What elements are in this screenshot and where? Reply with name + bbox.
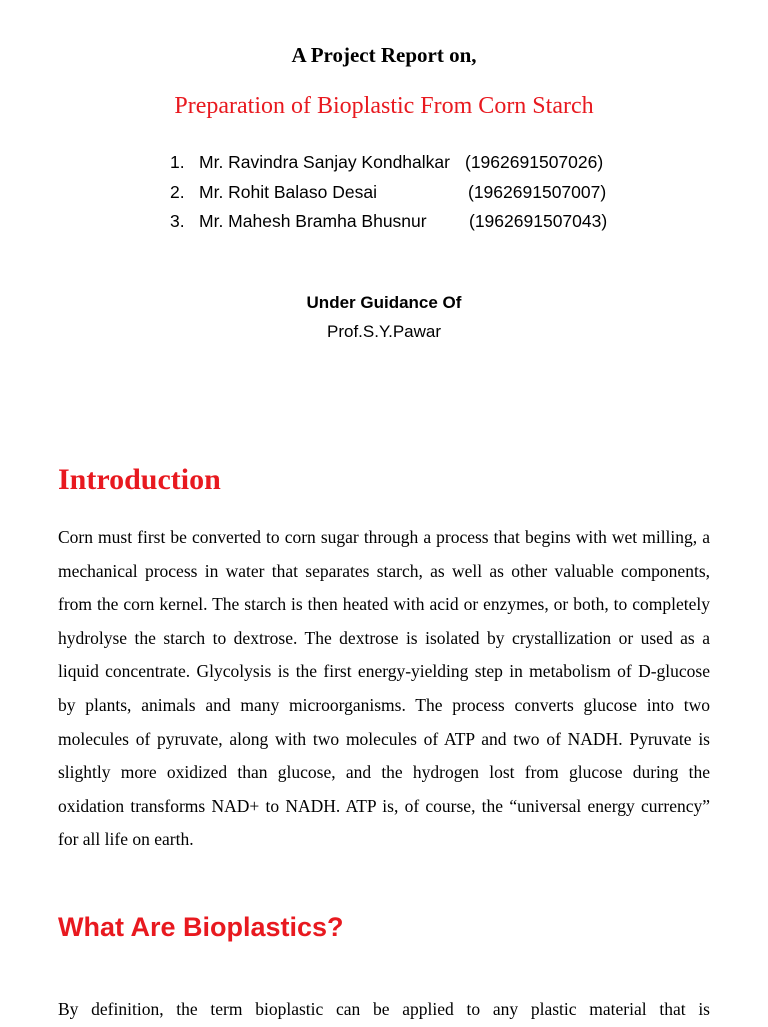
introduction-heading: Introduction <box>58 463 221 496</box>
author-number: 3. <box>170 211 185 231</box>
author-id: (1962691507007) <box>468 181 607 202</box>
author-number: 1. <box>170 152 185 172</box>
bioplastics-heading: What Are Bioplastics? <box>58 912 344 942</box>
guidance-label: Under Guidance Of <box>306 293 462 312</box>
bioplastics-paragraph: By definition, the term bioplastic can be applied to any plastic material that is <box>58 999 710 1019</box>
report-title: Preparation of Bioplastic From Corn Starch <box>174 93 594 119</box>
report-heading: A Project Report on, <box>291 43 477 67</box>
author-name: Mr. Mahesh Bramha Bhusnur <box>199 211 427 231</box>
author-name: Mr. Rohit Balaso Desai <box>199 181 377 202</box>
guide-name: Prof.S.Y.Pawar <box>326 322 442 341</box>
author-id: (1962691507043) <box>469 211 608 231</box>
author-name: Mr. Ravindra Sanjay Kondhalkar <box>199 152 450 172</box>
introduction-paragraph: Corn must first be converted to corn sugar through a process that begins with wet milling, a mechanical process in water that separates starch, as well as other valuable components, from the corn kernel. The starch is then heated with acid or enzymes, or both, to completely hydrolyse the starch to dextrose. The dextrose is isolated by crystallization or used as a liquid concentrate. Glycolysis is the first energy-yielding step in metabolism of D-glucose by plants, animals and many microorganisms. The process converts glucose into two molecules of pyruvate, along with two molecules of ATP and two of NADH. Pyruvate is slightly more oxidized than glucose, and the hydrogen lost from glucose during the oxidation transforms NAD+ to NADH. ATP is, of course, the “universal energy currency” for all life on earth. <box>58 527 710 850</box>
author-number: 2. <box>170 181 185 202</box>
author-id: (1962691507026) <box>465 152 604 172</box>
